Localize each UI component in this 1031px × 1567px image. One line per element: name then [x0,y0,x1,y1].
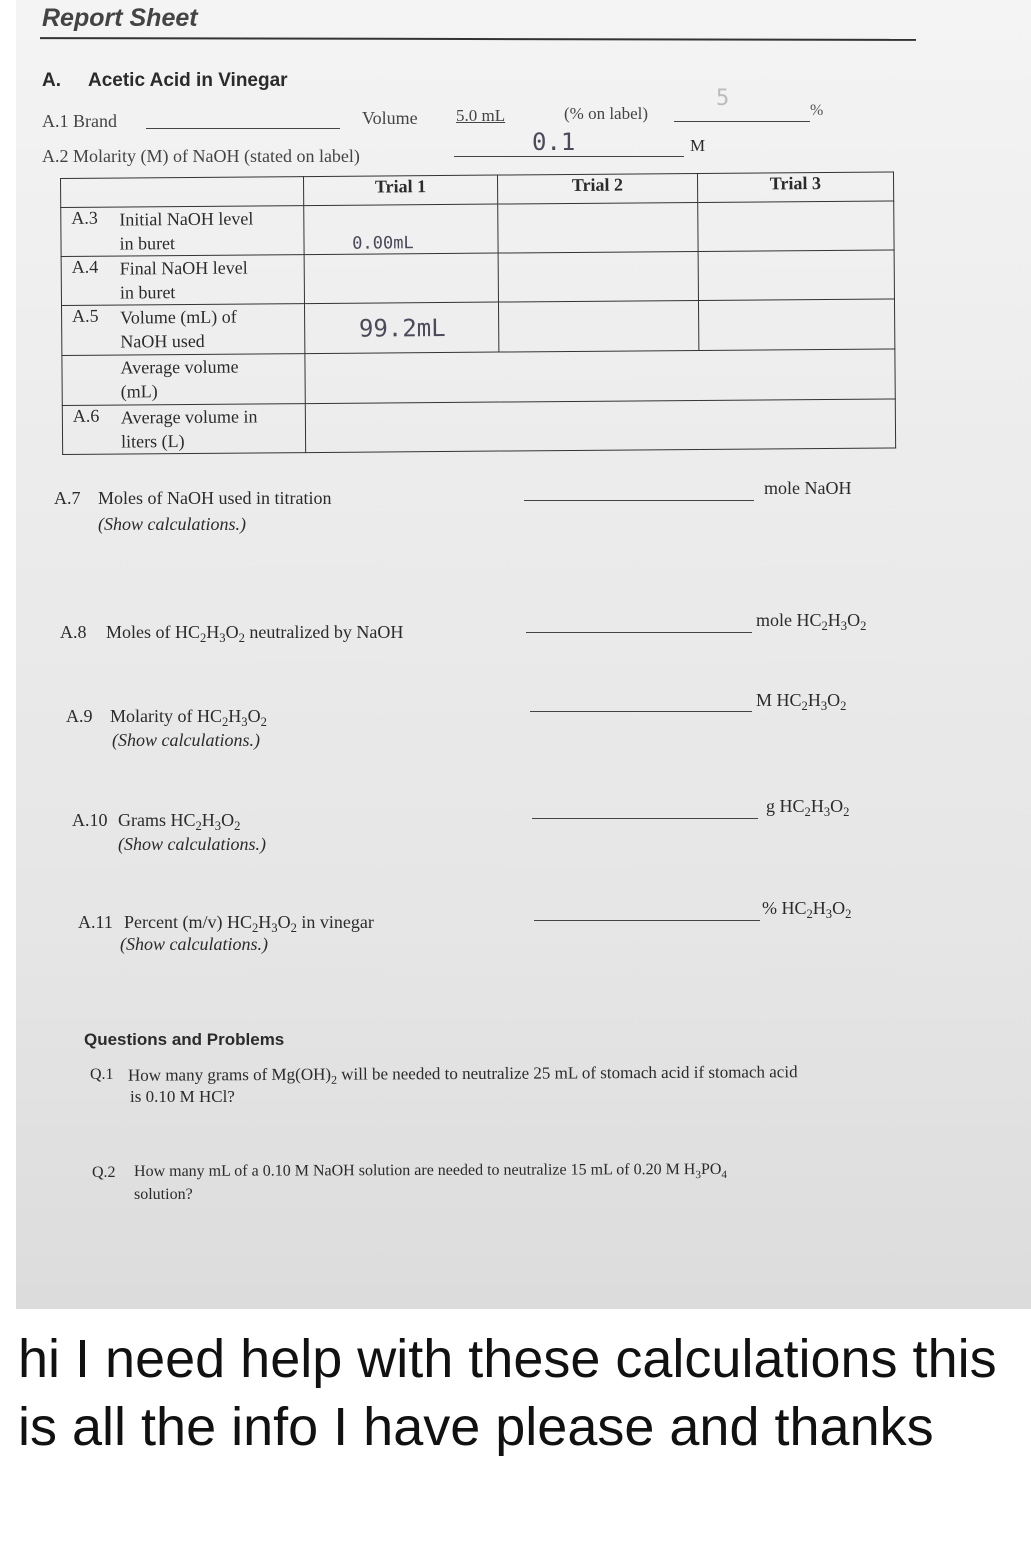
a7-note: (Show calculations.) [98,514,246,534]
a9-answer-blank [530,711,752,712]
a8-answer-blank [526,632,752,633]
q1-line2: is 0.10 M HCl? [130,1087,235,1106]
report-title: Report Sheet [42,4,198,32]
q2-line2: solution? [134,1186,193,1203]
a9-text-main: Molarity of HC [110,706,222,726]
trial1-volume-value: 99.2mL [304,302,499,354]
volume-label: Volume [362,108,418,128]
row-label: Volume (mL) of [120,306,237,328]
a10-unit-text: g HC [766,796,805,816]
row-number: A.5 [72,305,99,326]
trial1-initial-value: 0.00mL [303,204,498,255]
q2-number: Q.2 [92,1164,116,1181]
a7-text: Moles of NaOH used in titration [98,488,332,508]
title-rule [40,37,916,41]
row-label-2: (mL) [120,381,158,402]
pct-handwritten: 5 [716,86,730,111]
average-liters-cell [305,399,896,453]
pct-label: (% on label) [564,104,649,123]
question-caption: hi I need help with these calculations this is all the info I have please and thanks [18,1329,997,1457]
a9-text: Molarity of $HC_2H_3O_2$ [110,706,267,729]
table-row [61,201,894,257]
a8-id: A.8 [60,622,87,642]
q2-line1-end: PO [700,1160,722,1179]
row-label: Final NaOH level [119,257,248,279]
a11-answer-blank [534,920,760,921]
table-row [62,299,895,356]
a9-id: A.9 [66,706,93,726]
average-volume-cell [305,349,896,404]
row-number: A.3 [71,207,98,228]
q1-number: Q.1 [90,1066,114,1083]
a8-unit: mole $HC_2H_3O_2$ [756,610,867,633]
a8-unit-text: mole HC [756,610,822,630]
header-trial-1: Trial 1 [303,175,498,206]
q2-line1-start: How many mL of a 0.10 M NaOH solution are needed to neutralize 15 mL of 0.20 M H [133,1161,696,1181]
section-title: Acetic Acid in Vinegar [88,70,288,91]
table-header-blank [61,177,304,208]
a10-id: A.10 [72,810,108,830]
pct-blank [674,121,810,122]
table-row [62,349,895,406]
trial3-cell [697,201,894,252]
table-row [61,250,894,306]
row-label-2: liters (L) [120,431,185,452]
a10-answer-blank [532,818,758,819]
row-label: Average volume in [120,406,258,428]
header-trial-2: Trial 2 [498,173,698,204]
a11-text: Percent (m/v) $HC_2H_3O_2$ in vinegar [124,912,374,935]
titration-table [60,171,896,455]
brand-blank [146,128,340,129]
trial2-cell [499,300,699,352]
header-trial-3: Trial 3 [697,172,894,203]
trial3-cell [698,250,895,301]
row-label-2: in buret [119,233,176,254]
a11-note: (Show calculations.) [120,934,268,954]
a8-text-main: Moles of HC [106,622,200,642]
worksheet-photo [16,0,1031,1309]
row-label-2: in buret [119,282,176,303]
q1-line1-rest: will be needed to neutralize 25 mL of stomach acid if stomach acid [341,1062,798,1084]
pct-unit: % [810,102,824,119]
a10-text-main: Grams HC [118,810,196,830]
a8-suffix: neutralized by NaOH [249,622,404,642]
a2-molarity-label: A.2 Molarity (M) of NaOH (stated on label) [42,146,360,166]
molarity-blank [454,156,684,157]
a8-text: Moles of $HC_2H_3O_2$ neutralized by NaOH [106,622,404,645]
table-row [62,399,895,455]
molarity-value: 0.1 [532,128,576,156]
trial2-cell [498,251,698,302]
a11-suffix: in vinegar [301,912,374,932]
a11-id: A.11 [78,912,113,932]
a7-unit: mole NaOH [764,478,852,498]
a7-id: A.7 [54,488,81,508]
q1-line1-start: How many grams of Mg(OH) [127,1064,332,1085]
trial2-cell [498,202,698,253]
a11-text-main: Percent (m/v) HC [124,912,252,932]
volume-value: 5.0 mL [456,106,506,125]
row-number: A.6 [72,405,100,426]
a11-unit: % $HC_2H_3O_2$ [762,898,852,921]
row-number [62,356,120,404]
row-label: Average volume [120,356,239,378]
trial1-final-value [304,253,499,304]
q1-line1: How many grams of $Mg(OH)_2$ will be needed to neutralize 25 mL of stomach acid if stomach acid [127,1062,798,1087]
a9-note: (Show calculations.) [112,730,260,750]
row-number: A.4 [71,256,99,277]
a10-note: (Show calculations.) [118,834,266,854]
trial3-cell [698,299,895,351]
molarity-unit: M [690,136,706,155]
q2-line1: How many mL of a 0.10 M NaOH solution are needed to neutralize 15 mL of 0.20 M $H_3PO_4$ [133,1160,728,1182]
a7-answer-blank [524,500,754,501]
section-letter: A. [42,70,61,91]
row-label-2: NaOH used [120,330,205,352]
a9-unit: M $HC_2H_3O_2$ [756,690,847,713]
a11-unit-text: % HC [762,898,807,918]
row-label: Initial NaOH level [119,208,254,230]
questions-heading: Questions and Problems [84,1030,285,1049]
a1-brand-label: A.1 Brand [42,111,117,131]
a9-unit-text: M HC [756,690,802,710]
a10-unit: g $HC_2H_3O_2$ [766,796,850,819]
a10-text: Grams $HC_2H_3O_2$ [118,810,241,833]
